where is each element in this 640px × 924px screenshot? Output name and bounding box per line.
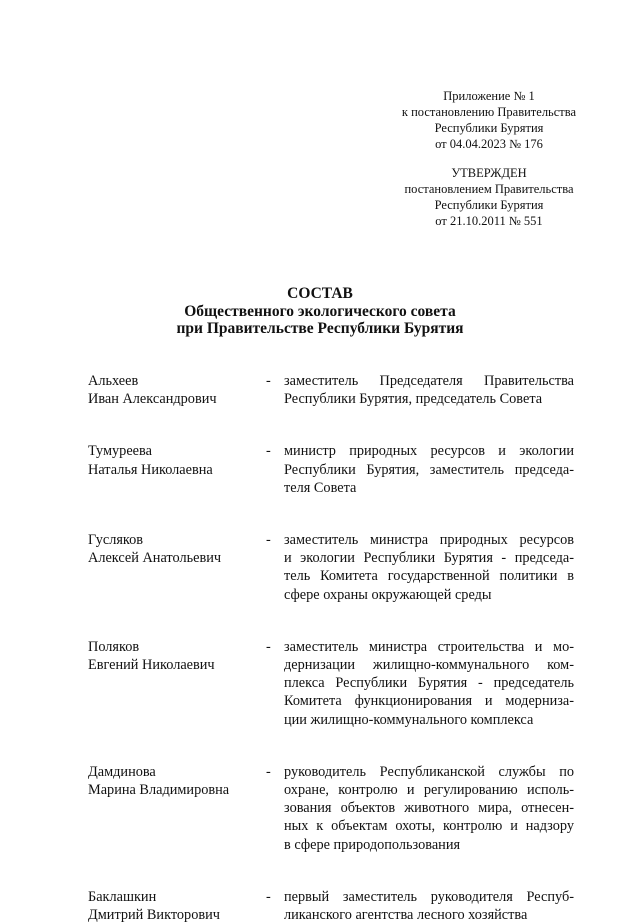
member-name: [88, 372, 258, 408]
role-line: Республики Бурятия, заместитель председа-: [284, 461, 574, 478]
member-surname: Баклашкин: [88, 888, 157, 905]
approval-stamp: [380, 165, 598, 229]
member-given-names: Наталья Николаевна: [88, 461, 213, 478]
role-line: заместитель Председателя Правительства: [284, 373, 574, 389]
member-surname: Поляков: [88, 638, 140, 655]
role-line: охране, контролю и регулированию исполь-: [284, 782, 574, 799]
role-line: зования объектов животного мира, отнесен-: [284, 800, 574, 817]
role-line: ликанского агентства лесного хозяйства: [284, 907, 528, 924]
role-line: заместитель министра природных ресурсов: [284, 532, 574, 549]
role-line: первый заместитель руководителя Респуб-: [284, 888, 574, 905]
member-entry: [88, 442, 574, 497]
dash-separator: -: [266, 888, 271, 905]
role-line: министр природных ресурсов и экологии: [284, 443, 574, 460]
role-line: Республики Бурятия, председатель Совета: [284, 391, 543, 408]
role-line: ции жилищно-коммунального комплекса: [284, 711, 534, 728]
member-name: [88, 442, 258, 478]
role-line: руководитель Республиканской службы по: [284, 763, 574, 780]
member-given-names: Иван Александрович: [88, 391, 217, 408]
title-line: при Правительстве Республики Бурятия: [176, 320, 464, 337]
member-role: [284, 888, 574, 924]
member-entry: [88, 372, 574, 408]
role-line: плекса Республики Бурятия - председатель: [284, 675, 574, 692]
dash-separator: -: [266, 763, 271, 780]
members-list: [88, 372, 574, 924]
member-role: [284, 531, 574, 604]
member-entry: [88, 638, 574, 729]
member-role: [284, 638, 574, 729]
member-role: [284, 372, 574, 408]
member-role: [284, 763, 574, 854]
appendix-decree: к постановлению Правительства: [401, 105, 577, 119]
approved-date: от 21.10.2011 № 551: [435, 214, 543, 228]
dash-separator: -: [266, 443, 271, 460]
member-entry: [88, 888, 574, 924]
role-line: ных к объектам охоты, контролю и надзору: [284, 818, 574, 835]
role-line: тель Комитета государственной политики в: [284, 568, 574, 585]
role-line: в сфере природопользования: [284, 836, 461, 853]
title-line: Общественного экологического совета: [184, 302, 456, 320]
role-line: заместитель министра строительства и мо-: [284, 638, 574, 655]
approved-republic: Республики Бурятия: [434, 198, 544, 212]
member-entry: [88, 763, 574, 854]
role-line: сфере охраны окружающей среды: [284, 586, 492, 603]
member-name: [88, 888, 258, 924]
appendix-reference: [380, 88, 598, 152]
role-line: теля Совета: [284, 479, 357, 496]
role-line: и экологии Республики Бурятия - председа-: [284, 550, 574, 567]
document-title: [0, 285, 640, 338]
dash-separator: -: [266, 532, 271, 549]
approved-decree: постановлением Правительства: [404, 182, 574, 196]
member-role: [284, 442, 574, 497]
member-entry: [88, 531, 574, 604]
member-given-names: Евгений Николаевич: [88, 657, 215, 674]
member-surname: Гусляков: [88, 532, 144, 549]
appendix-date: от 04.04.2023 № 176: [435, 137, 543, 151]
role-line: дернизации жилищно-коммунального ком-: [284, 657, 574, 674]
member-given-names: Марина Владимировна: [88, 782, 230, 799]
member-name: [88, 531, 258, 567]
member-name: [88, 638, 258, 674]
member-name: [88, 763, 258, 799]
dash-separator: -: [266, 638, 271, 655]
member-surname: Тумуреева: [88, 443, 152, 460]
member-given-names: Алексей Анатольевич: [88, 550, 222, 567]
member-surname: Дамдинова: [88, 763, 156, 780]
member-surname: Альхеев: [88, 373, 139, 389]
dash-separator: -: [266, 373, 271, 389]
appendix-republic: Республики Бурятия: [434, 121, 544, 135]
title-line: СОСТАВ: [287, 285, 353, 302]
appendix-number: Приложение № 1: [443, 89, 535, 103]
approved-heading: УТВЕРЖДЕН: [451, 166, 527, 180]
role-line: Комитета функционирования и модерниза-: [284, 693, 574, 710]
member-given-names: Дмитрий Викторович: [88, 907, 220, 924]
